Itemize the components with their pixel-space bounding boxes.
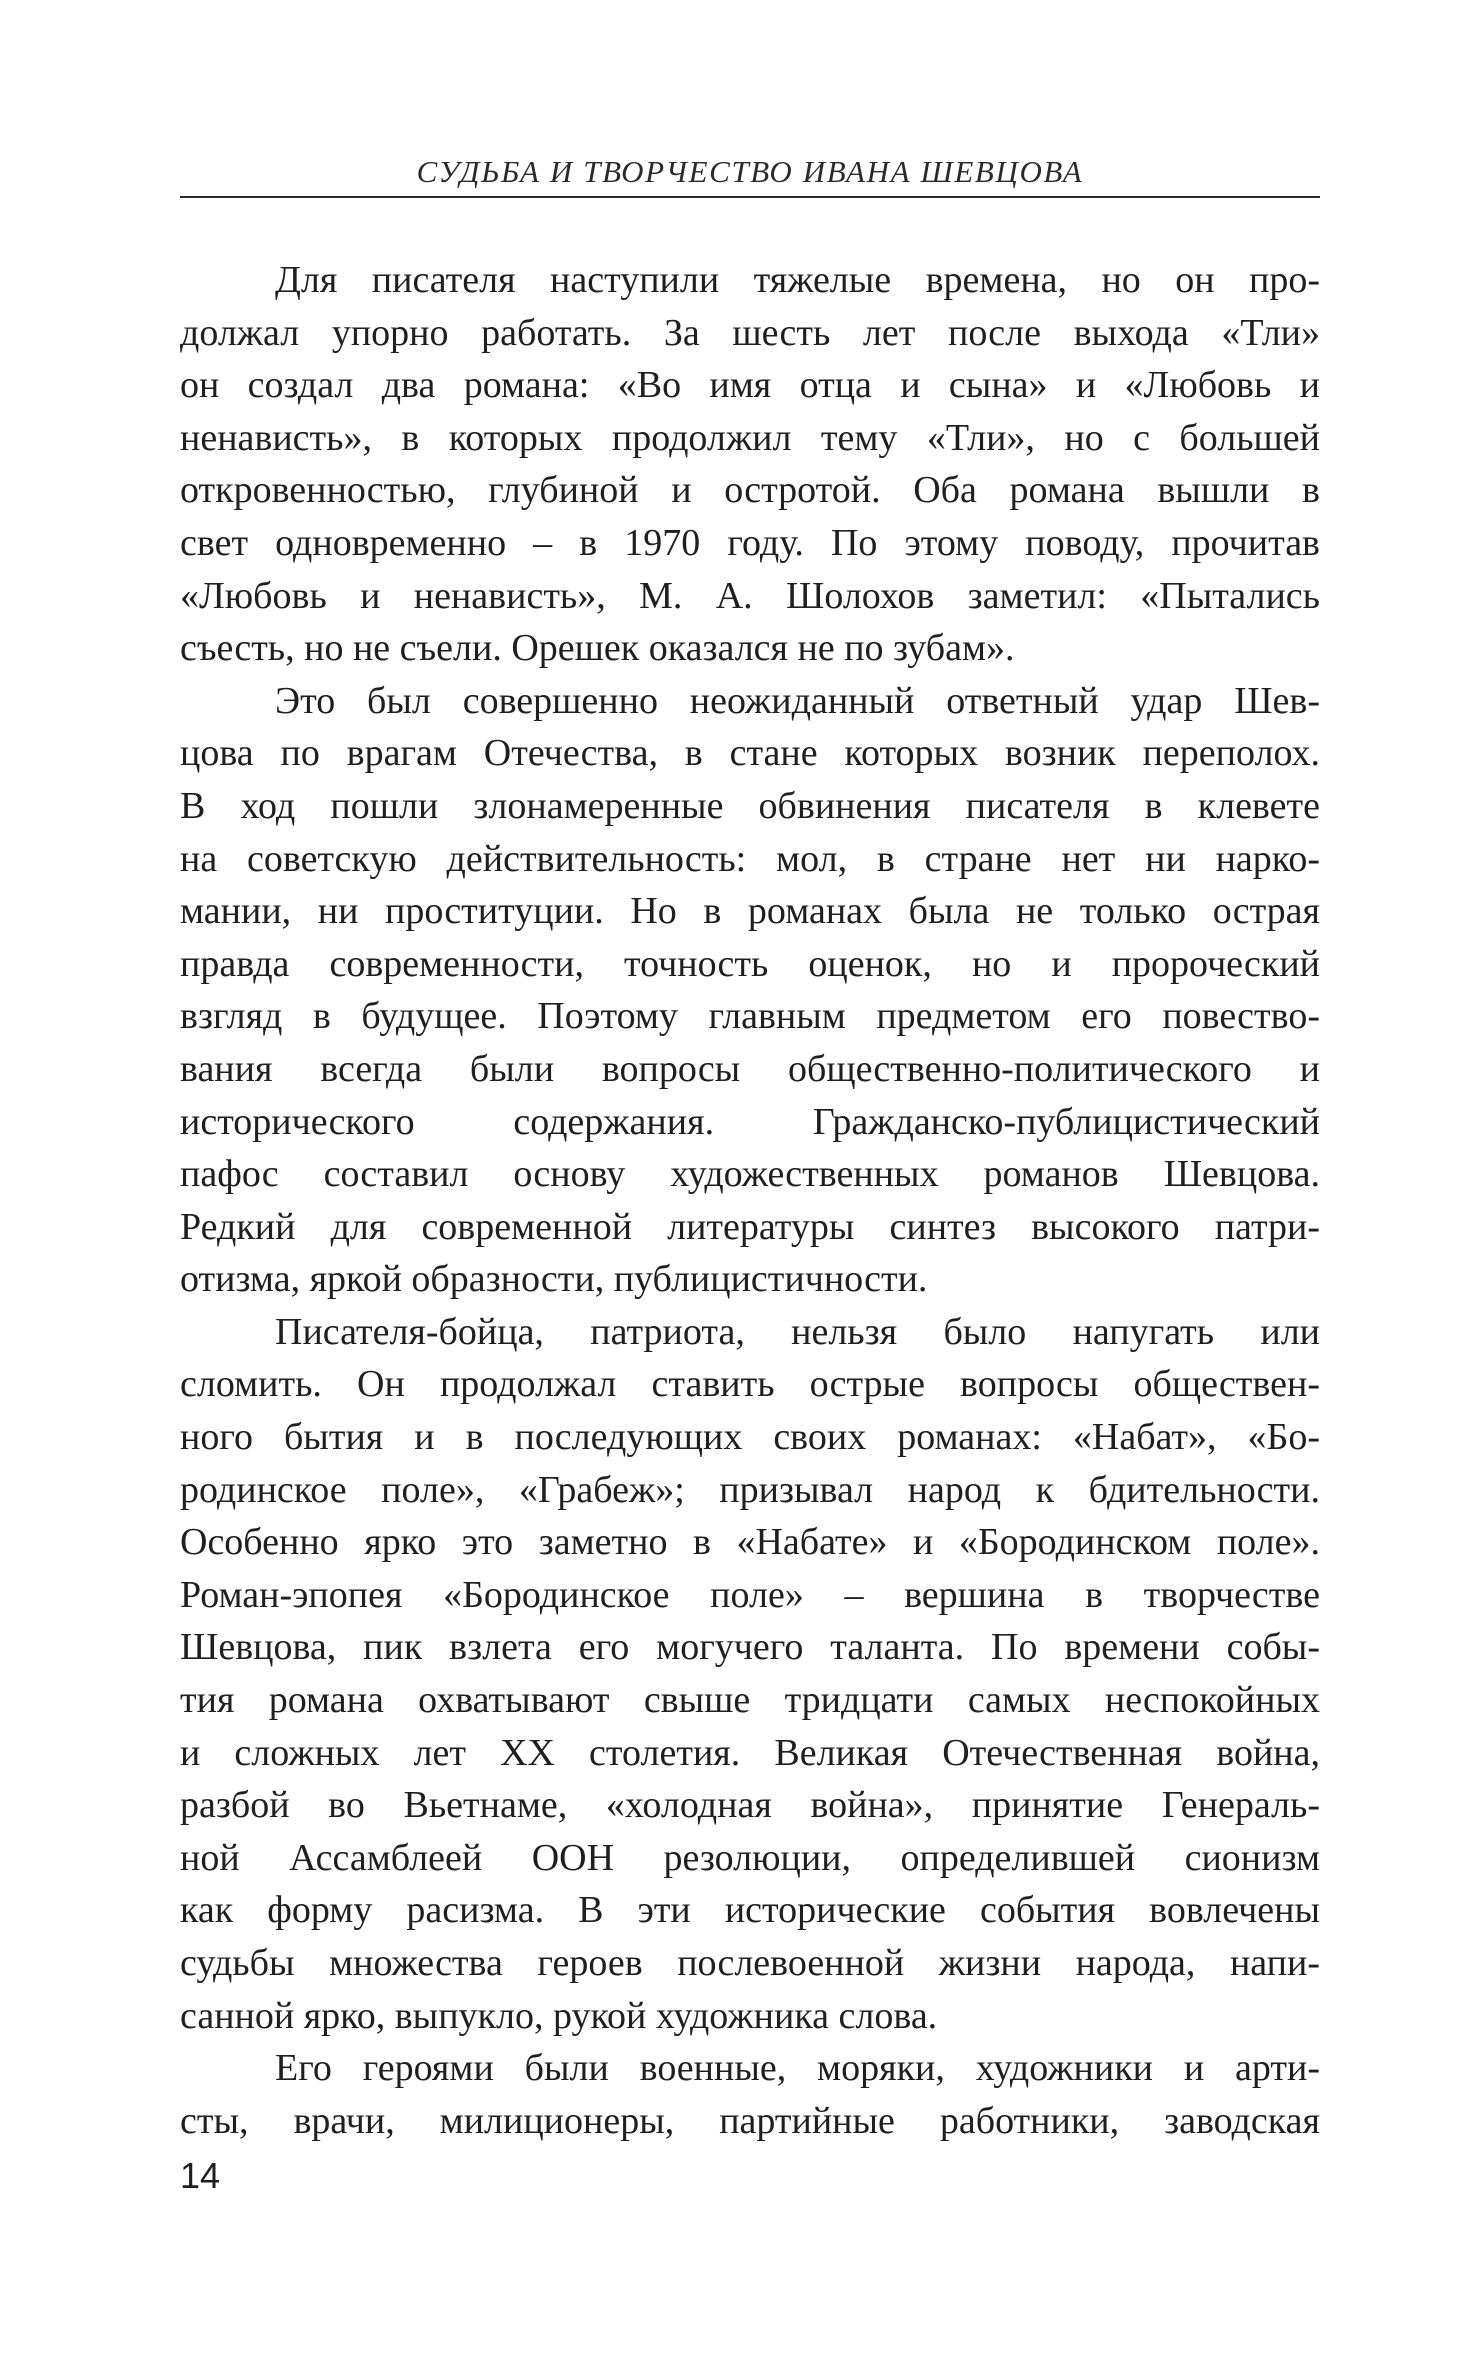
paragraph-2 [180, 675, 1320, 1306]
text-line: пафос составил основу художественных романов Шевцова. [180, 1153, 1320, 1196]
text-line: откровенностью, глубиной и остротой. Оба романа вышли в [180, 469, 1320, 512]
text-line: Роман-эпопея «Бородинское поле» – вершина в творчестве [180, 1573, 1320, 1616]
text-line: Особенно ярко это заметно в «Набате» и «Бородинском поле». [180, 1521, 1320, 1564]
text-line: мании, ни проституции. Но в романах была не только острая [180, 890, 1320, 933]
text-line: как форму расизма. В эти исторические события вовлечены [180, 1889, 1320, 1932]
text-line: «Любовь и ненависть», М. А. Шолохов заметил: «Пытались [180, 574, 1320, 617]
text-line: цова по врагам Отечества, в стане которых возник переполох. [180, 732, 1320, 775]
text-line: правда современности, точность оценок, но и пророческий [180, 942, 1320, 985]
text-line: судьбы множества героев послевоенной жизни народа, напи- [180, 1942, 1320, 1984]
text-line: Шевцова, пик взлета его могучего таланта. По времени собы- [180, 1626, 1320, 1669]
text-line: ной Ассамблеей ООН резолюции, определившей сионизм [180, 1836, 1320, 1879]
paragraph-1 [180, 254, 1320, 675]
text-line: съесть, но не съели. Орешек оказался не по зубам». [180, 627, 1015, 670]
text-line: В ход пошли злонамеренные обвинения писателя в клевете [180, 784, 1320, 827]
text-line: разбой во Вьетнаме, «холодная война», принятие Генераль- [180, 1784, 1320, 1827]
page-number: 14 [180, 2155, 221, 2196]
text-line: сломить. Он продолжал ставить острые вопросы обществен- [180, 1363, 1320, 1406]
body-text [180, 254, 1320, 2147]
text-line: исторического содержания. Гражданско-публицистический [180, 1100, 1320, 1143]
text-line: должал упорно работать. За шесть лет после выхода «Тли» [180, 311, 1320, 354]
text-line: Это был совершенно неожиданный ответный удар Шев- [275, 679, 1320, 722]
text-line: тия романа охватывают свыше тридцати самых неспокойных [180, 1679, 1320, 1722]
text-line: родинское поле», «Грабеж»; призывал народ к бдительности. [180, 1468, 1320, 1511]
text-line: Его героями были военные, моряки, художники и арти- [275, 2047, 1320, 2090]
text-line: отизма, яркой образности, публицистичности. [180, 1258, 928, 1301]
text-line: сты, врачи, милиционеры, партийные работники, заводская [180, 2099, 1320, 2142]
text-line: Для писателя наступили тяжелые времена, но он про- [275, 259, 1320, 301]
text-line: Писателя-бойца, патриота, нельзя было напугать или [275, 1310, 1320, 1353]
text-line: ненависть», в которых продолжил тему «Тли», но с большей [180, 416, 1320, 459]
text-line: на советскую действительность: мол, в стране нет ни нарко- [180, 837, 1320, 880]
text-line: ного бытия и в последующих своих романах: «Набат», «Бо- [180, 1416, 1320, 1459]
text-line: взгляд в будущее. Поэтому главным предметом его повество- [180, 995, 1320, 1038]
text-line: Редкий для современной литературы синтез высокого патри- [180, 1205, 1320, 1248]
header-rule [180, 196, 1320, 198]
text-line: вания всегда были вопросы общественно-политического и [180, 1047, 1320, 1090]
paragraph-4 [180, 2042, 1320, 2147]
text-line: он создал два романа: «Во имя отца и сына» и «Любовь и [180, 364, 1320, 407]
text-line: и сложных лет XX столетия. Великая Отечественная война, [180, 1731, 1320, 1774]
running-head-title: СУДЬБА И ТВОРЧЕСТВО ИВАНА ШЕВЦОВА [416, 154, 1084, 189]
paragraph-3 [180, 1306, 1320, 2042]
text-line: санной ярко, выпукло, рукой художника слова. [180, 1994, 938, 2037]
text-line: свет одновременно – в 1970 году. По этому поводу, прочитав [180, 521, 1320, 564]
